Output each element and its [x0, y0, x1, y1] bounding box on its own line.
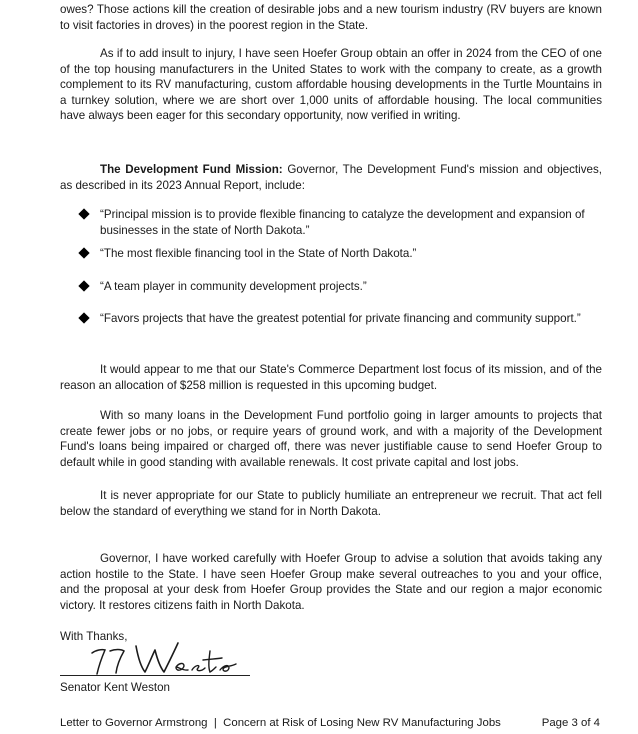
bullet-text: “Favors projects that have the greatest potential for private financing and community support.” — [100, 312, 581, 325]
paragraph-opening: owes? Those actions kill the creation of desirable jobs and a new tourism industry (RV buyers are known to visit factories in droves) in the poorest region in the State. — [60, 3, 602, 32]
paragraph-housing-offer: As if to add insult to injury, I have seen Hoefer Group obtain an offer in 2024 from the CEO of one of the top housing manufacturers in the United States to work with the company to create, as a growth complement to its RV manufacturing, custom affordable housing developments in the Turtle Mountains in a turnkey solution, where we are short over 1,000 units of affordable housing. The local communities have always been eager for this secondary opportunity, now verified in writing. — [60, 47, 602, 122]
list-item — [78, 207, 606, 238]
paragraph-mission — [60, 162, 602, 193]
page-footer — [60, 716, 600, 732]
bullet-text: “The most flexible financing tool in the State of North Dakota.” — [100, 247, 417, 260]
mission-intro: Governor, The Development Fund's mission and objectives, as described in its 2023 Annual Report, include: — [60, 163, 602, 192]
list-item — [78, 311, 606, 327]
bullet-text: “Principal mission is to provide flexible financing to catalyze the development and expansion of businesses in the state of North Dakota.” — [100, 208, 585, 237]
list-item — [78, 279, 606, 295]
bullet-text: “A team player in community development projects.” — [100, 279, 367, 293]
page-number: Page 3 of 4 — [541, 717, 600, 729]
mission-bullet-list — [78, 207, 606, 335]
signature-image — [58, 637, 258, 679]
paragraph-humiliate: It is never appropriate for our State to publicly humiliate an entrepreneur we recruit. That act fell below the standard of everything we stand for in North Dakota. — [60, 489, 602, 518]
paragraph-proposal: Governor, I have worked carefully with Hoefer Group to advise a solution that avoids taking any action hostile to the State. I have seen Hoefer Group make several outreaches to you and your office, and the proposal at your desk from Hoefer Group provides the State and our region a major economic victory. It restores citizens faith in North Dakota. — [60, 552, 602, 612]
signer-name: Senator Kent Weston — [60, 681, 170, 694]
paragraph-commerce: It would appear to me that our State's Commerce Department lost focus of its mission, and of the reason an allocation of $258 million is requested in this upcoming budget. — [60, 363, 602, 392]
diamond-bullet-icon — [78, 312, 89, 323]
paragraph-loans: With so many loans in the Development Fund portfolio going in larger amounts to projects that create fewer jobs or no jobs, or require years of ground work, and with a majority of the Development Fund's loans being impaired or charged off, there was never justifiable cause to send Hoefer Group to default while in good standing with available renewals. It cost private capital and lost jobs. — [60, 409, 602, 469]
diamond-bullet-icon — [78, 247, 89, 258]
closing: With Thanks, — [60, 630, 128, 643]
mission-heading: The Development Fund Mission: — [100, 163, 283, 176]
diamond-bullet-icon — [78, 208, 89, 219]
signature-line — [60, 675, 250, 676]
list-item — [78, 246, 606, 262]
footer-title: Letter to Governor Armstrong | Concern at Risk of Losing New RV Manufacturing Jobs — [60, 717, 501, 729]
diamond-bullet-icon — [78, 280, 89, 291]
